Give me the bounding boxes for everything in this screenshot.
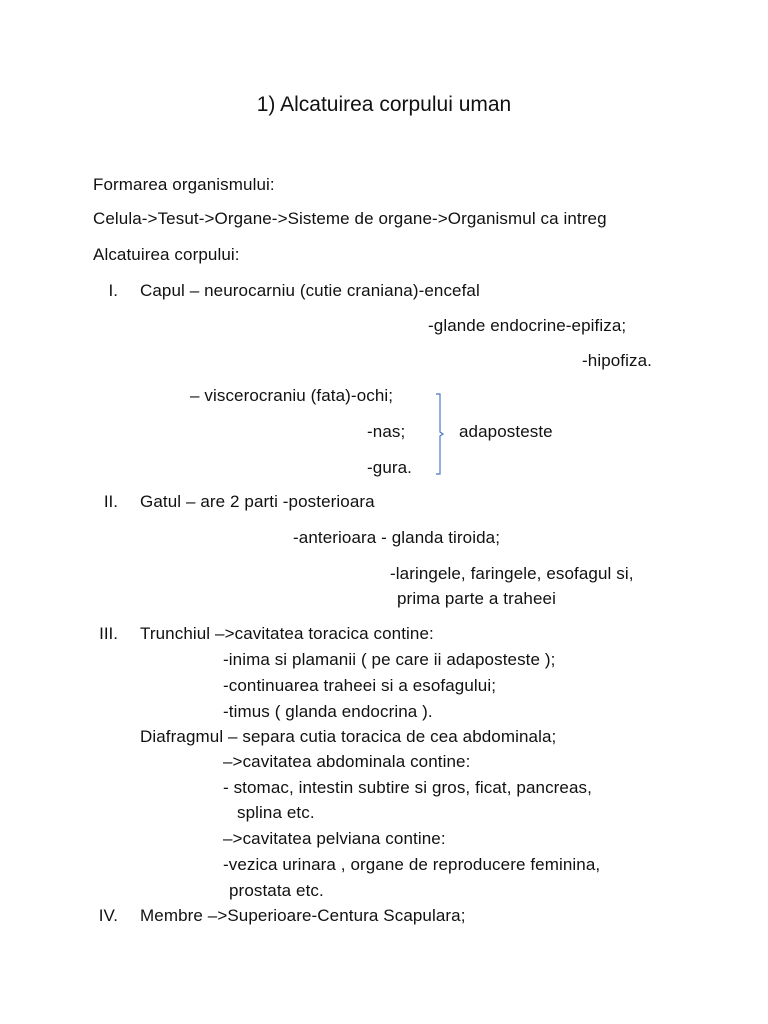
section-i-line: -gura.	[367, 458, 413, 477]
section-iii-line: Trunchiul –>cavitatea toracica contine:	[140, 624, 434, 643]
body-heading: Alcatuirea corpului:	[93, 245, 240, 264]
brace-label: adaposteste	[459, 422, 553, 441]
section-i-line: -hipofiza.	[582, 351, 652, 370]
section-i-numeral: I.	[108, 281, 118, 300]
formation-heading: Formarea organismului:	[93, 175, 275, 194]
section-i-line: – viscerocraniu (fata)-ochi;	[190, 386, 394, 405]
section-ii-line: -laringele, faringele, esofagul si,	[390, 564, 634, 583]
section-iii-line: -vezica urinara , organe de reproducere feminina,	[223, 855, 601, 874]
section-iii-line: -continuarea traheei si a esofagului;	[223, 676, 497, 695]
section-iii-numeral: III.	[99, 624, 118, 643]
section-iii-line: -inima si plamanii ( pe care ii adaposteste );	[223, 650, 556, 669]
section-i-line: -glande endocrine-epifiza;	[428, 316, 627, 335]
curly-brace-icon	[432, 393, 456, 475]
section-iii-line: –>cavitatea pelviana contine:	[223, 829, 446, 848]
section-iii-line: –>cavitatea abdominala contine:	[223, 752, 471, 771]
section-iv-line: Membre –>Superioare-Centura Scapulara;	[140, 906, 466, 925]
section-i-line: Capul – neurocarniu (cutie craniana)-encefal	[140, 281, 480, 300]
section-i-line: -nas;	[367, 422, 406, 441]
section-ii-line: Gatul – are 2 parti -posterioara	[140, 492, 375, 511]
section-ii-line: -anterioara - glanda tiroida;	[293, 528, 501, 547]
organization-chain: Celula->Tesut->Organe->Sisteme de organe->Organismul ca intreg	[93, 209, 607, 228]
section-iii-line: splina etc.	[237, 803, 315, 822]
page-title: 1) Alcatuirea corpului uman	[256, 93, 512, 116]
section-iii-line: - stomac, intestin subtire si gros, ficat, pancreas,	[223, 778, 592, 797]
section-ii-line: prima parte a traheei	[397, 589, 556, 608]
section-ii-numeral: II.	[103, 492, 118, 511]
section-iii-line: -timus ( glanda endocrina ).	[223, 702, 433, 721]
section-iii-line: Diafragmul – separa cutia toracica de cea abdominala;	[140, 727, 557, 746]
section-iii-line: prostata etc.	[229, 881, 324, 900]
section-iv-numeral: IV.	[98, 906, 118, 925]
